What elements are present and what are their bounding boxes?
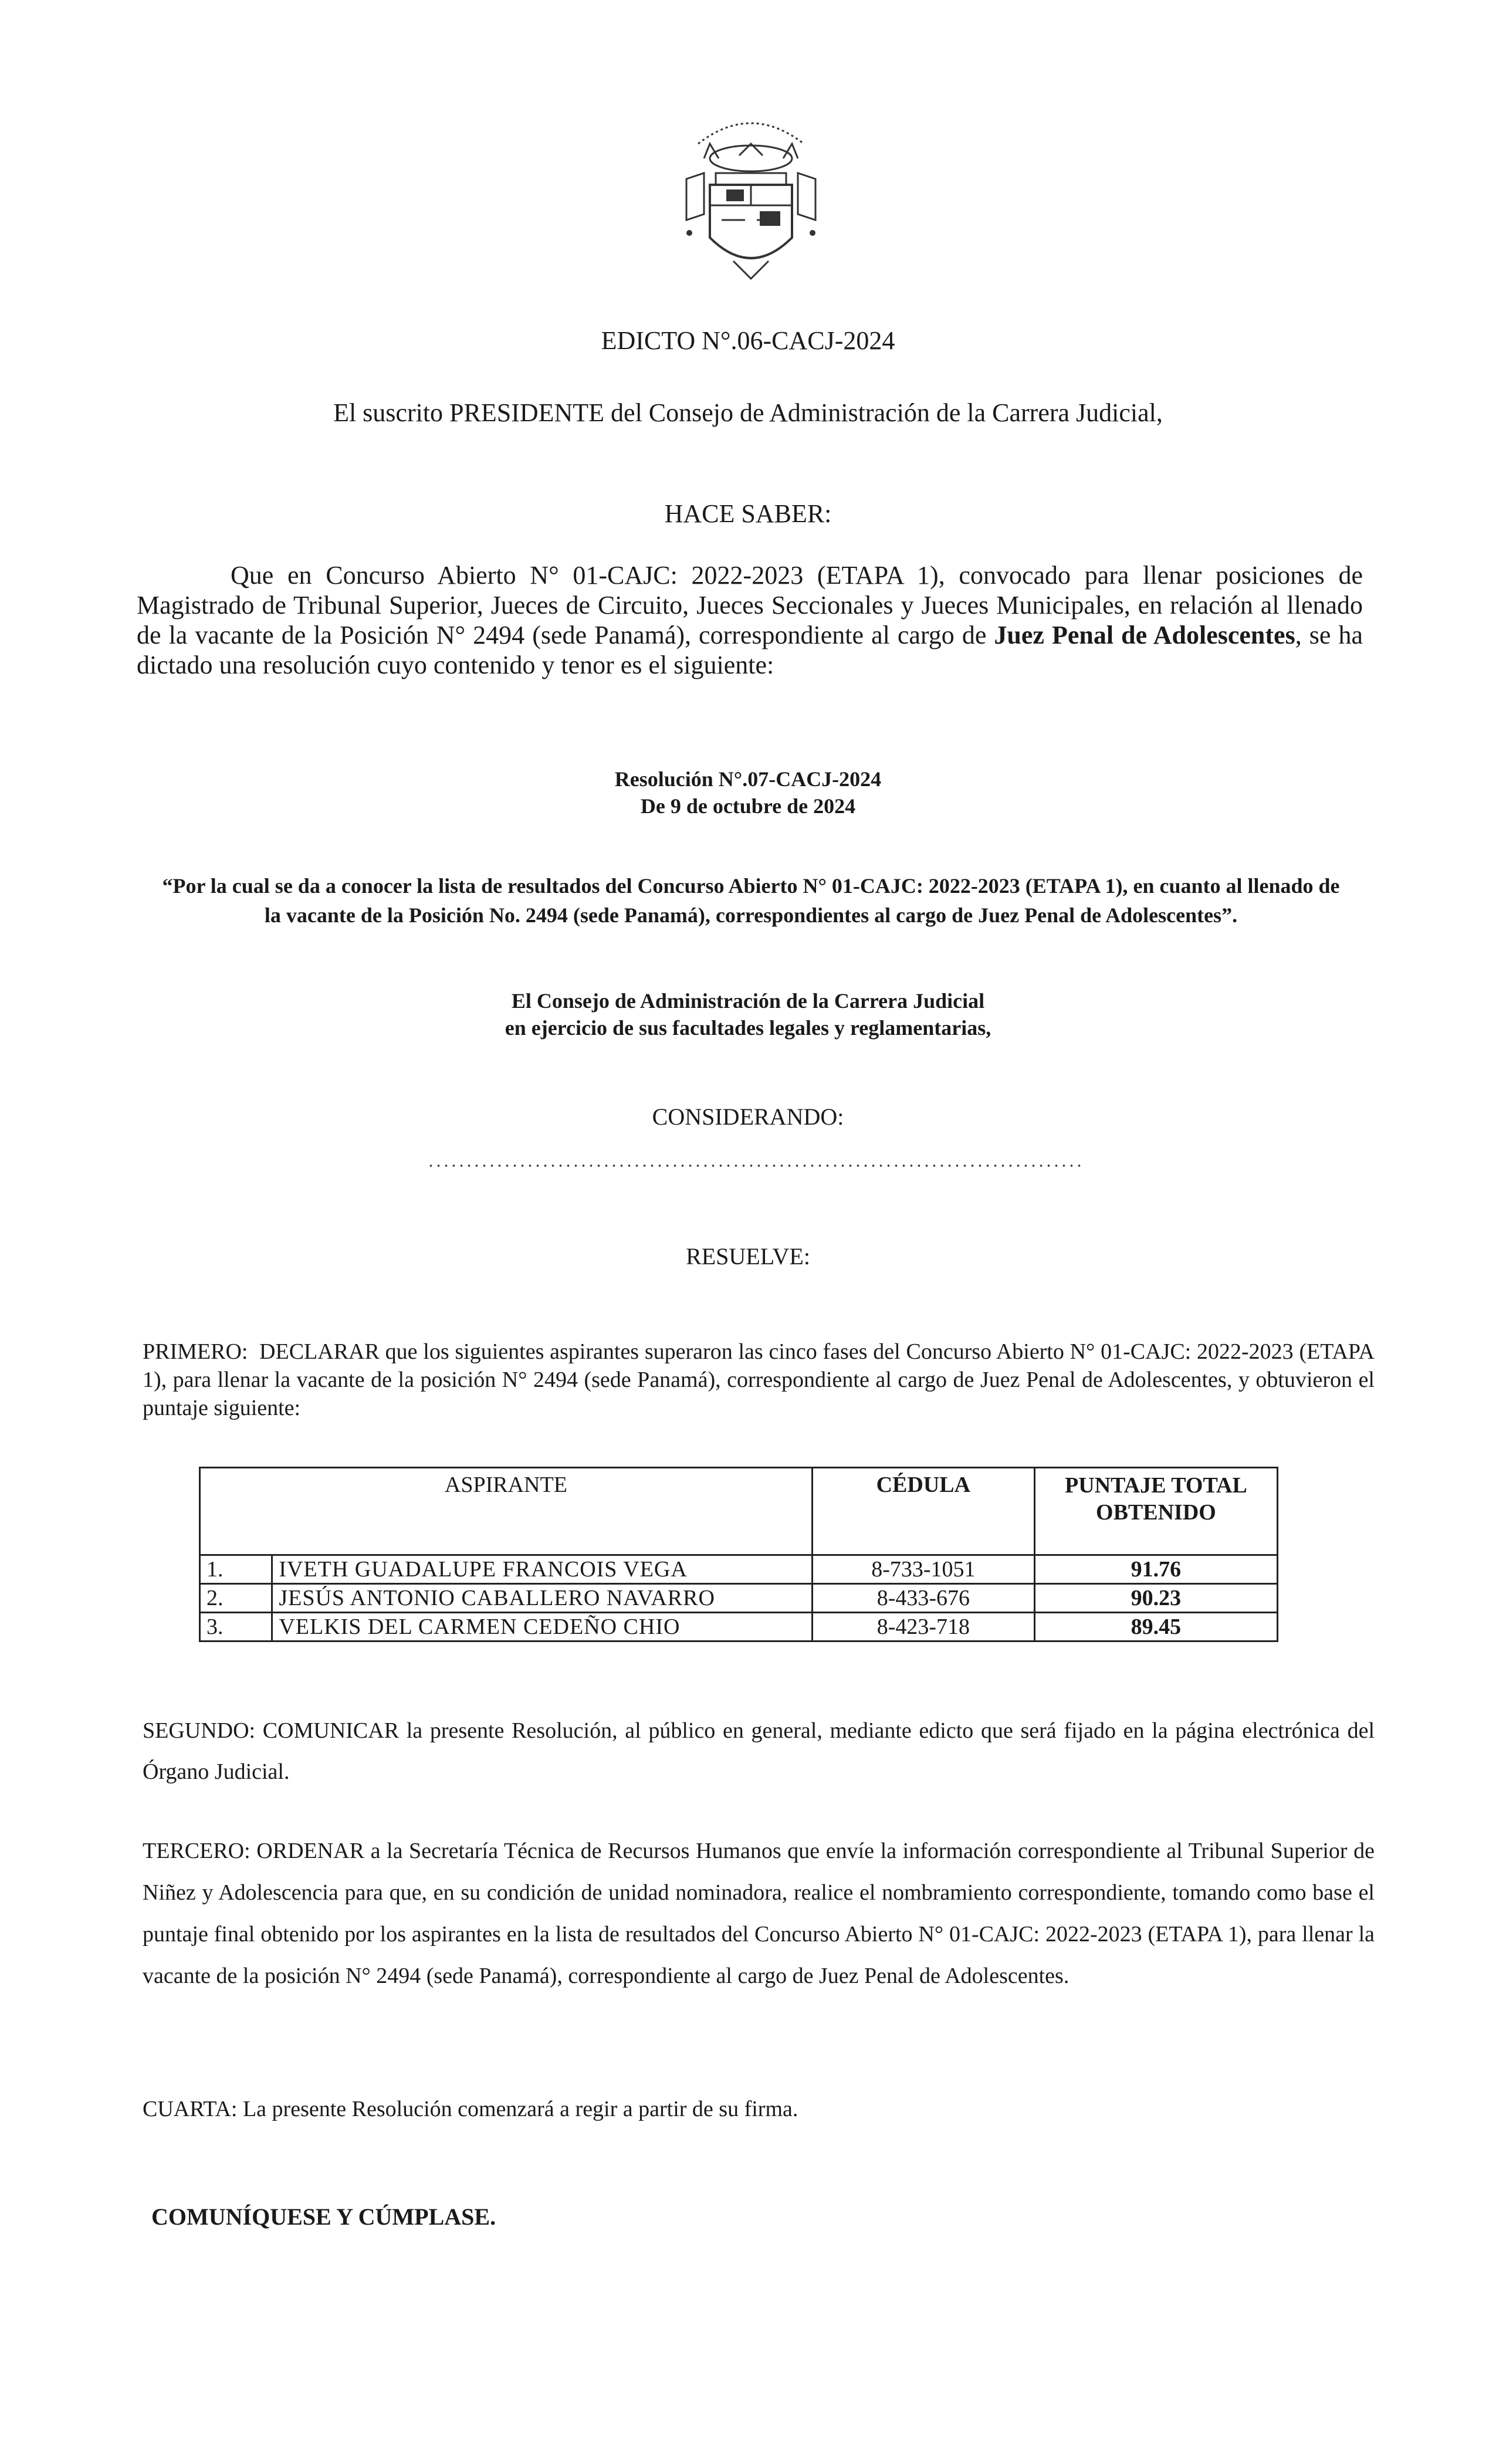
segundo-text: la presente Resolución, al público en general, mediante edicto que será fijado en la página electrónica del Órgano Judicial. — [143, 1718, 1375, 1784]
segundo-verb: COMUNICAR — [262, 1718, 400, 1743]
resolucion-number: Resolución N°.07-CACJ-2024 — [614, 767, 882, 791]
row-puntaje: 89.45 — [1034, 1613, 1277, 1641]
edicto-title: EDICTO N°.06-CACJ-2024 — [601, 326, 895, 355]
intro-line: El suscrito PRESIDENTE del Consejo de Administración de la Carrera Judicial, — [333, 398, 1163, 427]
segundo-paragraph — [143, 1710, 1375, 1792]
intro-text-part2: , se ha dictado una resolución cuyo contenido y tenor es el siguiente: — [137, 621, 1363, 679]
segundo-label: SEGUNDO: — [143, 1718, 256, 1743]
consejo-line-1: El Consejo de Administración de la Carrera Judicial — [511, 989, 985, 1013]
tercero-label: TERCERO: — [143, 1839, 251, 1863]
row-name: JESÚS ANTONIO CABALLERO NAVARRO — [272, 1584, 813, 1613]
resolucion-block — [0, 766, 1496, 820]
cuarta-label: CUARTA: — [143, 2097, 238, 2121]
table-row — [200, 1584, 1278, 1613]
hace-saber-heading: HACE SABER: — [664, 499, 832, 528]
tercero-verb: ORDENAR — [256, 1839, 364, 1863]
cuarta-paragraph — [143, 2094, 1375, 2124]
intro-paragraph — [137, 560, 1363, 680]
row-name: VELKIS DEL CARMEN CEDEÑO CHIO — [272, 1613, 813, 1641]
results-table — [199, 1467, 1278, 1642]
row-cedula: 8-433-676 — [812, 1584, 1034, 1613]
dotted-separator — [427, 1165, 1084, 1167]
closing-line: COMUNÍQUESE Y CÚMPLASE. — [151, 2204, 496, 2230]
header-aspirante: ASPIRANTE — [200, 1468, 813, 1555]
table-row — [200, 1613, 1278, 1641]
resolucion-date: De 9 de octubre de 2024 — [640, 794, 856, 818]
tercero-paragraph — [143, 1830, 1375, 1997]
resuelve-heading: RESUELVE: — [686, 1243, 810, 1270]
row-number: 1. — [200, 1555, 272, 1584]
tercero-text: a la Secretaría Técnica de Recursos Humanos que envíe la información correspondiente al Tribunal Superior de Niñez y Adolescencia para que, en su condición de unidad nominadora, realice el nombramiento correspondiente, tomando como base el puntaje final obtenido por los aspirantes en la lista de resultados del Concurso Abierto N° 01-CAJC: 2022-2023 (ETAPA 1), para llenar la vacante de la posición N° 2494 (sede Panamá), correspondiente al cargo de Juez Penal de Adolescentes. — [143, 1839, 1375, 1988]
row-name: IVETH GUADALUPE FRANCOIS VEGA — [272, 1555, 813, 1584]
primero-text: que los siguientes aspirantes superaron las cinco fases del Concurso Abierto N° 01-CAJC: 2022-2023 (ETAPA 1), para llenar la vacante de la posición N° 2494 (sede Panamá), correspondiente al cargo de Juez Penal de Adolescentes, y obtuvieron el puntaje siguiente: — [143, 1339, 1375, 1420]
row-cedula: 8-423-718 — [812, 1613, 1034, 1641]
row-puntaje: 90.23 — [1034, 1584, 1277, 1613]
consejo-block — [0, 987, 1496, 1041]
primero-label: PRIMERO: — [143, 1339, 248, 1364]
row-number: 3. — [200, 1613, 272, 1641]
intro-text-part1: Que en Concurso Abierto N° 01-CAJC: 2022-2023 (ETAPA 1), convocado para llenar posiciones de Magistrado de Tribunal Superior, Jueces de Circuito, Jueces Seccionales y Jueces Municipales, en relación al llenado de la vacante de la Posición N° 2494 (sede Panamá), correspondiente al cargo de — [137, 561, 1363, 649]
primero-verb: DECLARAR — [259, 1339, 380, 1364]
primero-paragraph — [143, 1338, 1375, 1422]
consejo-line-2: en ejercicio de sus facultades legales y reglamentarias, — [505, 1016, 991, 1040]
header-cedula: CÉDULA — [812, 1468, 1034, 1555]
row-puntaje: 91.76 — [1034, 1555, 1277, 1584]
header-puntaje: PUNTAJE TOTAL OBTENIDO — [1034, 1468, 1277, 1555]
table-header-row — [200, 1468, 1278, 1555]
cuarta-text: La presente Resolución comenzará a regir a partir de su firma. — [237, 2097, 798, 2121]
resolution-subject: “Por la cual se da a conocer la lista de resultados del Concurso Abierto N° 01-CAJC: 2022-2023 (ETAPA 1), en cuanto al llenado de la vacante de la Posición No. 2494 (sede Panamá), correspondientes al cargo de Juez Penal de Adolescentes”. — [162, 874, 1340, 927]
considerando-heading: CONSIDERANDO: — [652, 1104, 844, 1130]
row-number: 2. — [200, 1584, 272, 1613]
row-cedula: 8-733-1051 — [812, 1555, 1034, 1584]
coat-of-arms-icon — [663, 103, 839, 296]
intro-text-bold: Juez Penal de Adolescentes — [994, 621, 1295, 649]
table-row — [200, 1555, 1278, 1584]
